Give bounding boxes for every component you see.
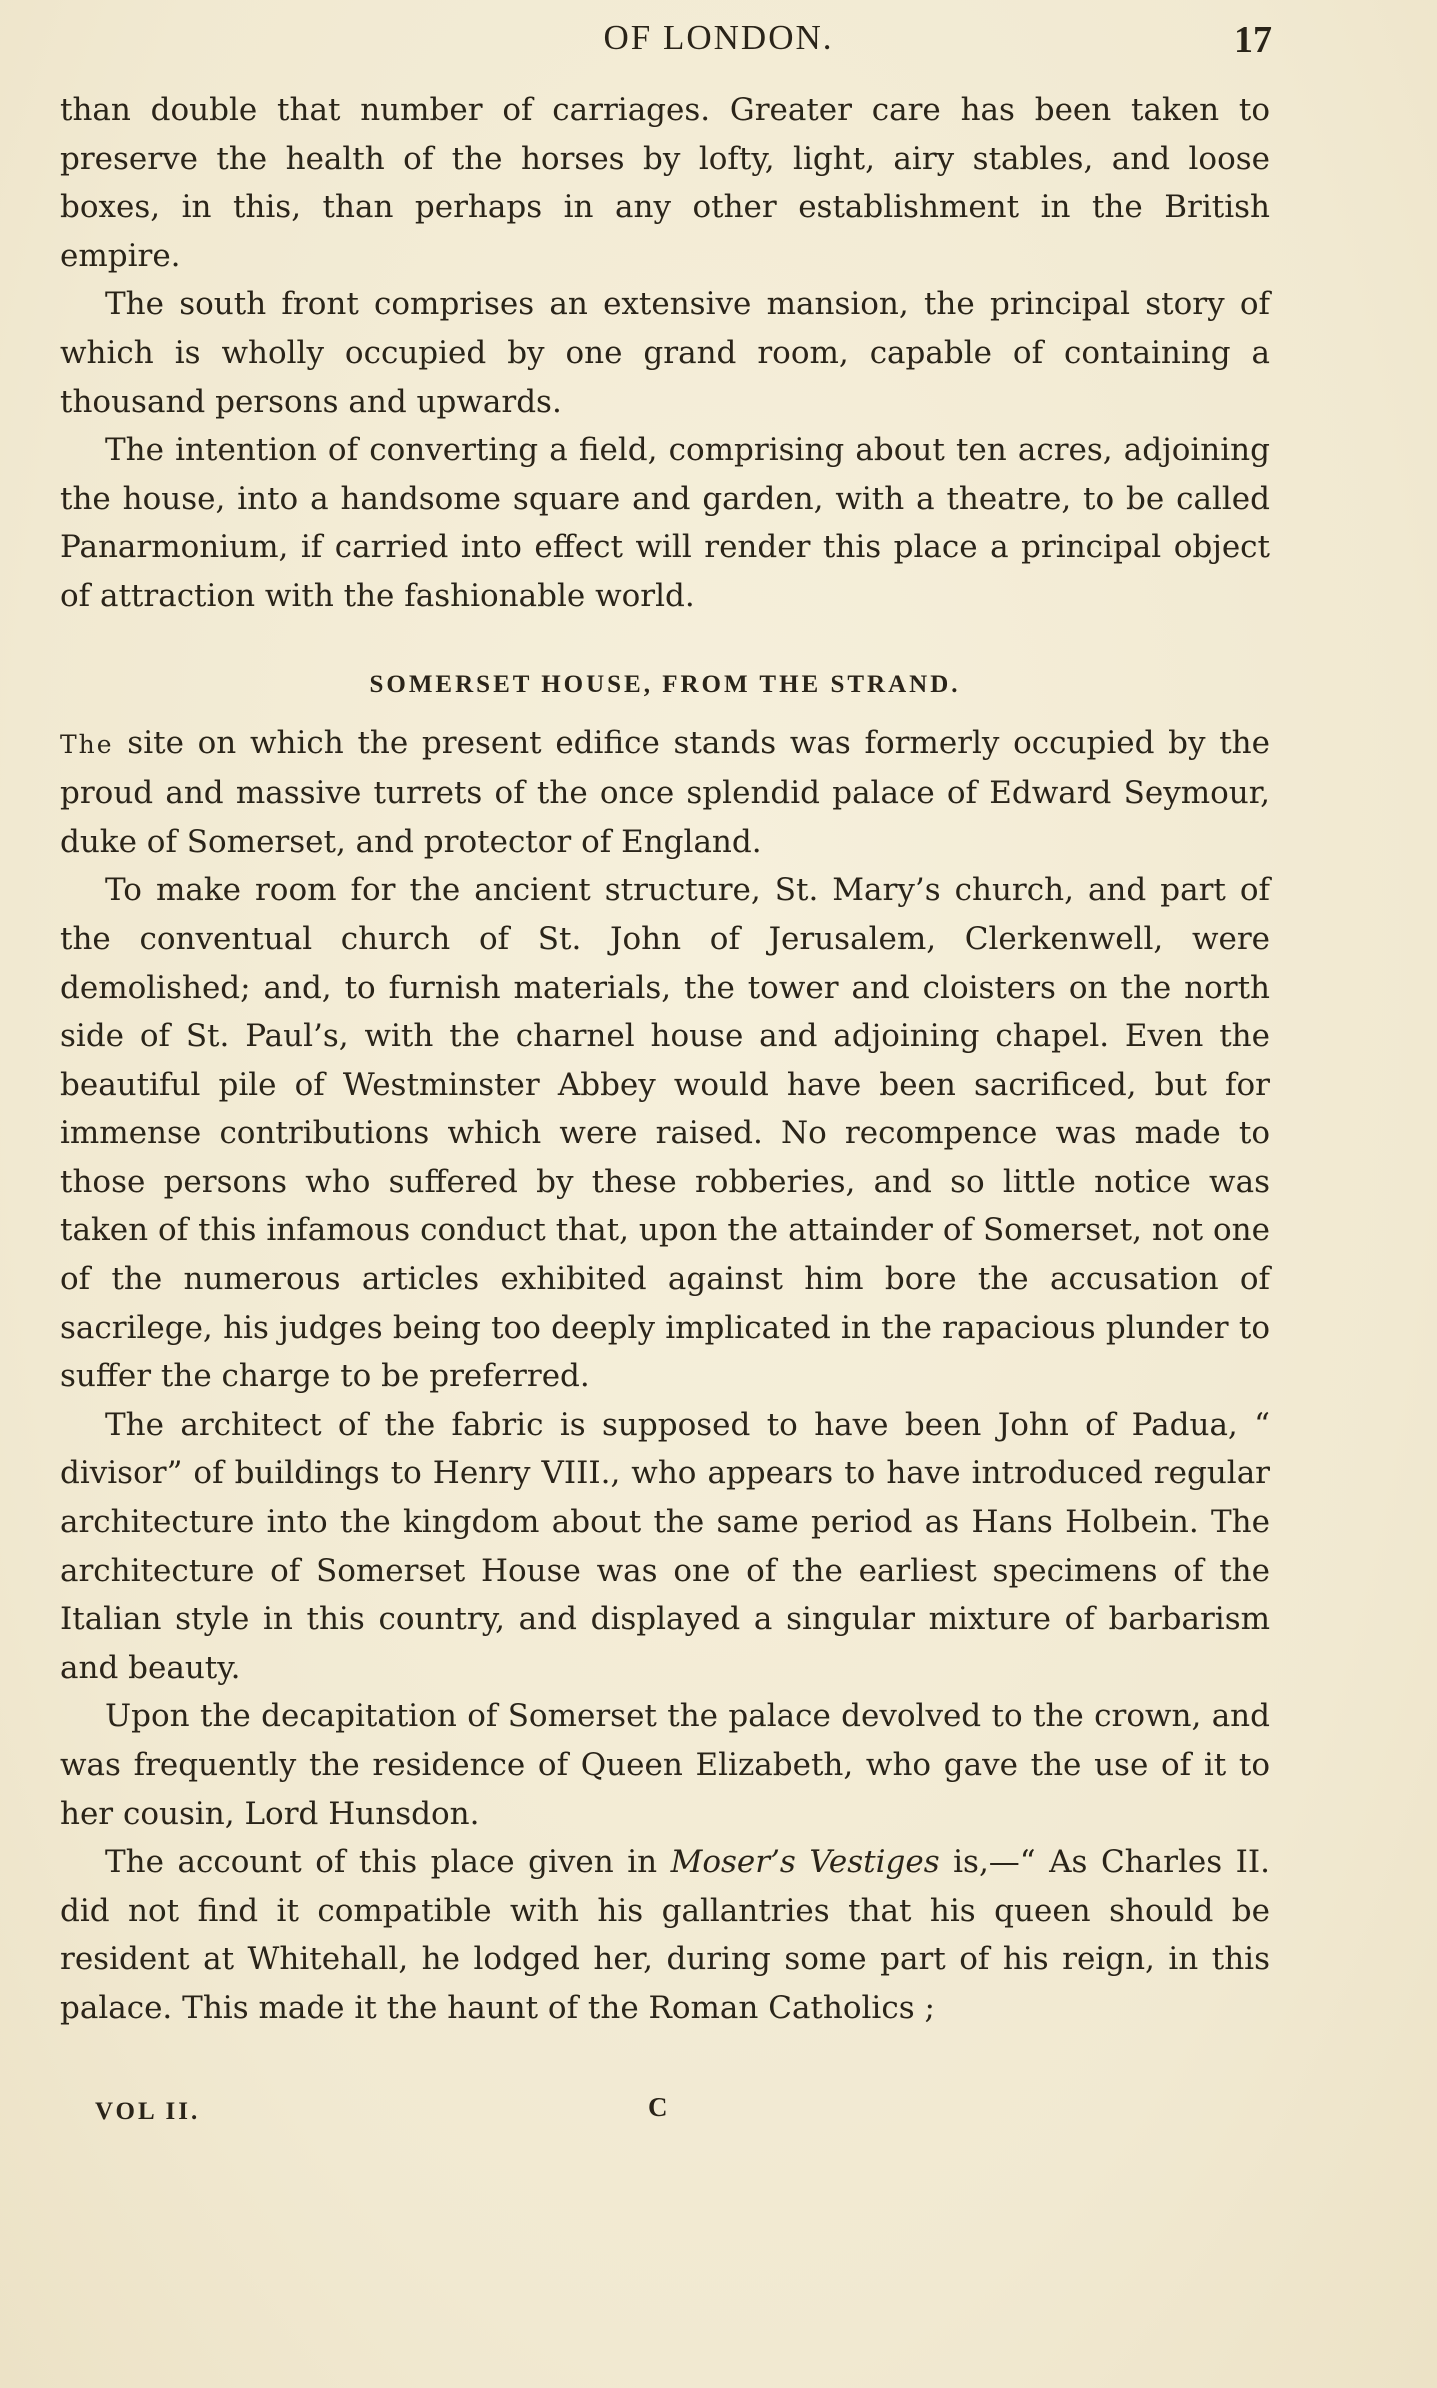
page-header (0, 18, 1437, 68)
body-text (60, 86, 1270, 2033)
paragraph-mosers-after: is,—“ As Charles II. did not find it compatible with his gallantries that his queen should be resident at Whitehall, he lodged her, during some part of his reign, in this palace. This made it the haunt of the Roman Catholics ; (60, 1844, 1270, 2026)
lead-word: The (60, 729, 114, 759)
paragraph-carriages: than double that number of carriages. Greater care has been taken to preserve the health of the horses by lofty, light, airy stables, and loose boxes, in this, than perhaps in any other establishment in the British empire. (60, 92, 1270, 274)
paragraph-demolition: To make room for the ancient structure, St. Mary’s church, and part of the conventual church of St. John of Jerusalem, Clerkenwell, were demolished; and, to furnish materials, the tower and cloisters on the north side of St. Paul’s, with the charnel house and adjoining chapel. Even the beautiful pile of Westminster Abbey would have been sacrificed, but for immense contributions which were raised. No recompence was made to those persons who suffered by these robberies, and so little notice was taken of this infamous conduct that, upon the attainder of Somerset, not one of the numerous articles exhibited against him bore the accusation of sacrilege, his judges being too deeply implicated in the rapacious plunder to suffer the charge to be preferred. (60, 872, 1270, 1395)
running-head: OF LONDON. (603, 18, 834, 57)
paragraph-site (60, 719, 1270, 867)
paragraph-mosers-vestiges (60, 1838, 1270, 2032)
paragraph-decapitation: Upon the decapitation of Somerset the palace devolved to the crown, and was frequently the residence of Queen Elizabeth, who gave the use of it to her cousin, Lord Hunsdon. (60, 1698, 1270, 1832)
book-title-italic: Moser’s Vestiges (670, 1844, 940, 1881)
volume-signature: VOL II. (95, 2098, 201, 2125)
paragraph-south-front: The south front comprises an extensive mansion, the principal story of which is wholly occupied by one grand room, capable of containing a thousand persons and upwards. (60, 286, 1270, 420)
section-heading: SOMERSET HOUSE, FROM THE STRAND. (369, 670, 961, 698)
paragraph-panarmonium: The intention of converting a field, comprising about ten acres, adjoining the house, into a handsome square and garden, with a theatre, to be called Panarmonium, if carried into effect will render this place a principal object of attraction with the fashionable world. (60, 432, 1270, 614)
paragraph-site-text: site on which the present edifice stands was formerly occupied by the proud and massive turrets of the once splendid palace of Edward Seymour, duke of Somerset, and protector of England. (60, 724, 1270, 860)
page-number: 17 (1234, 19, 1272, 61)
gathering-signature: C (648, 2092, 668, 2122)
paragraph-mosers-before: The account of this place given in (105, 1844, 671, 1881)
paragraph-architect: The architect of the fabric is supposed to have been John of Padua, “ divisor” of buildings to Henry VIII., who appears to have introduced regular architecture into the kingdom about the same period as Hans Holbein. The architecture of Somerset House was one of the earliest specimens of the Italian style in this country, and displayed a singular mixture of barbarism and beauty. (60, 1406, 1270, 1686)
